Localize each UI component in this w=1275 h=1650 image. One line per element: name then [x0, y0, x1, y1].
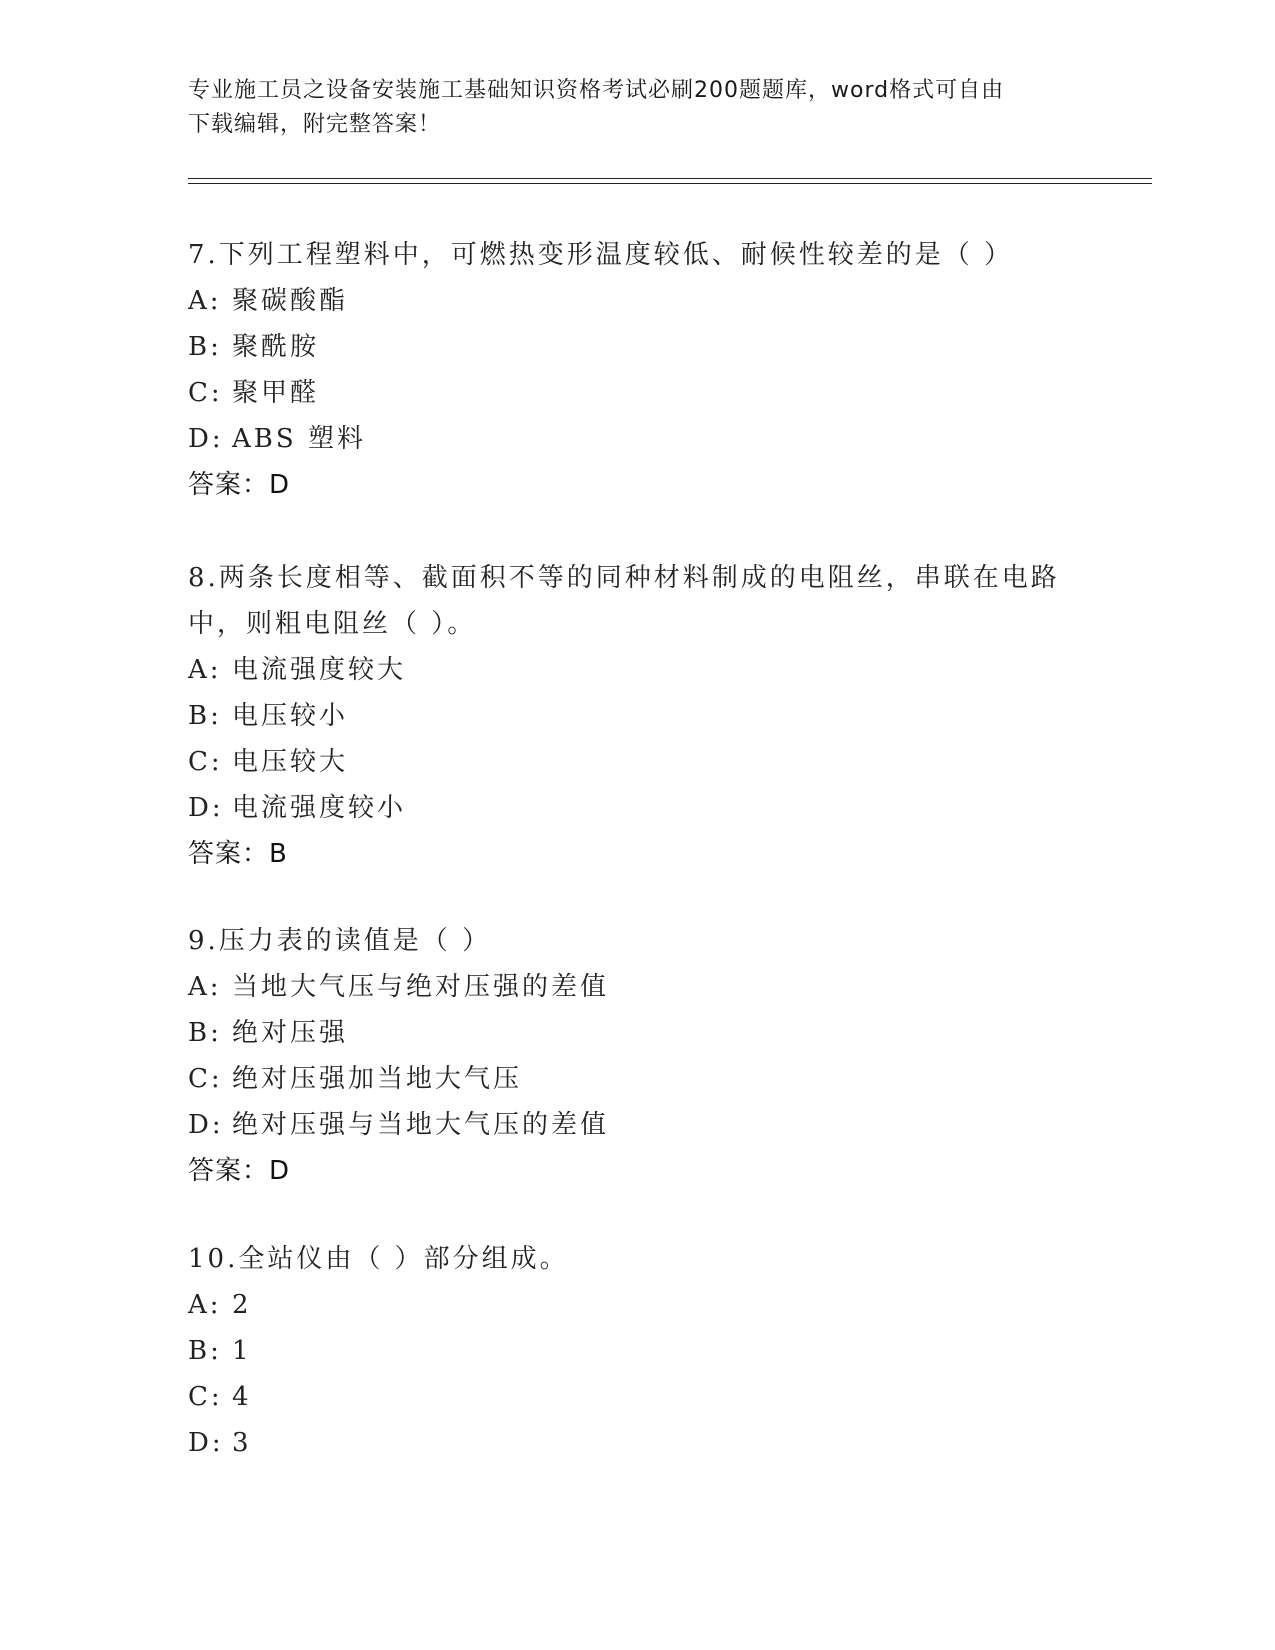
question-stem: 7.下列工程塑料中，可燃热变形温度较低、耐候性较差的是（ ）	[188, 240, 1014, 270]
option-letter: C:	[188, 1382, 223, 1412]
option-letter: D:	[188, 424, 224, 454]
question-8	[188, 555, 1088, 877]
option-letter: B:	[188, 1336, 222, 1366]
option-letter: C:	[188, 747, 223, 777]
option-text: 聚甲醛	[232, 378, 320, 408]
option-d	[188, 1102, 1088, 1148]
option-a	[188, 647, 1088, 693]
option-text: ABS 塑料	[232, 424, 366, 454]
option-c	[188, 1374, 1088, 1420]
option-text: 电压较小	[232, 701, 349, 731]
option-b	[188, 324, 1088, 370]
option-text: 2	[232, 1290, 252, 1320]
option-letter: B:	[188, 701, 222, 731]
answer-line: 答案：D	[188, 1156, 291, 1186]
option-letter: A:	[188, 972, 222, 1002]
option-text: 电流强度较大	[232, 655, 407, 685]
question-stem-line-1: 8.两条长度相等、截面积不等的同种材料制成的电阻丝，串联在电路	[188, 563, 1060, 593]
option-letter: B:	[188, 332, 222, 362]
answer-line: 答案：B	[188, 839, 288, 869]
option-text: 聚酰胺	[232, 332, 320, 362]
option-letter: A:	[188, 286, 222, 316]
option-text: 电压较大	[232, 747, 349, 777]
option-text: 聚碳酸酯	[232, 286, 349, 316]
option-letter: A:	[188, 655, 222, 685]
option-text: 绝对压强	[232, 1018, 349, 1048]
option-letter: C:	[188, 1064, 223, 1094]
option-b	[188, 693, 1088, 739]
header-line-2: 下载编辑，附完整答案！	[188, 112, 442, 137]
option-d	[188, 1420, 1088, 1466]
header-line-1: 专业施工员之设备安装施工基础知识资格考试必刷200题题库，word格式可自由	[188, 78, 1005, 103]
option-a	[188, 1282, 1088, 1328]
header-divider-bottom	[188, 183, 1152, 184]
option-c	[188, 739, 1088, 785]
option-letter: A:	[188, 1290, 222, 1320]
option-text: 4	[232, 1382, 252, 1412]
option-text: 当地大气压与绝对压强的差值	[232, 972, 610, 1002]
option-text: 1	[232, 1336, 252, 1366]
option-b	[188, 1010, 1088, 1056]
option-c	[188, 370, 1088, 416]
question-9	[188, 918, 1088, 1194]
answer-line: 答案：D	[188, 470, 291, 500]
option-letter: D:	[188, 1428, 224, 1458]
header-divider-top	[188, 178, 1152, 179]
option-b	[188, 1328, 1088, 1374]
option-text: 绝对压强与当地大气压的差值	[232, 1110, 610, 1140]
option-c	[188, 1056, 1088, 1102]
question-stem-line-2: 中，则粗电阻丝（ ）。	[188, 609, 477, 639]
question-10	[188, 1236, 1088, 1466]
document-header	[188, 74, 1068, 142]
option-a	[188, 278, 1088, 324]
option-d	[188, 416, 1088, 462]
option-a	[188, 964, 1088, 1010]
option-letter: B:	[188, 1018, 222, 1048]
option-d	[188, 785, 1088, 831]
option-letter: C:	[188, 378, 223, 408]
option-text: 绝对压强加当地大气压	[232, 1064, 523, 1094]
option-text: 3	[232, 1428, 252, 1458]
question-stem: 9.压力表的读值是（ ）	[188, 926, 492, 956]
option-letter: D:	[188, 793, 224, 823]
question-stem: 10.全站仪由（ ）部分组成。	[188, 1244, 569, 1274]
option-letter: D:	[188, 1110, 224, 1140]
question-7	[188, 232, 1088, 508]
option-text: 电流强度较小	[232, 793, 407, 823]
